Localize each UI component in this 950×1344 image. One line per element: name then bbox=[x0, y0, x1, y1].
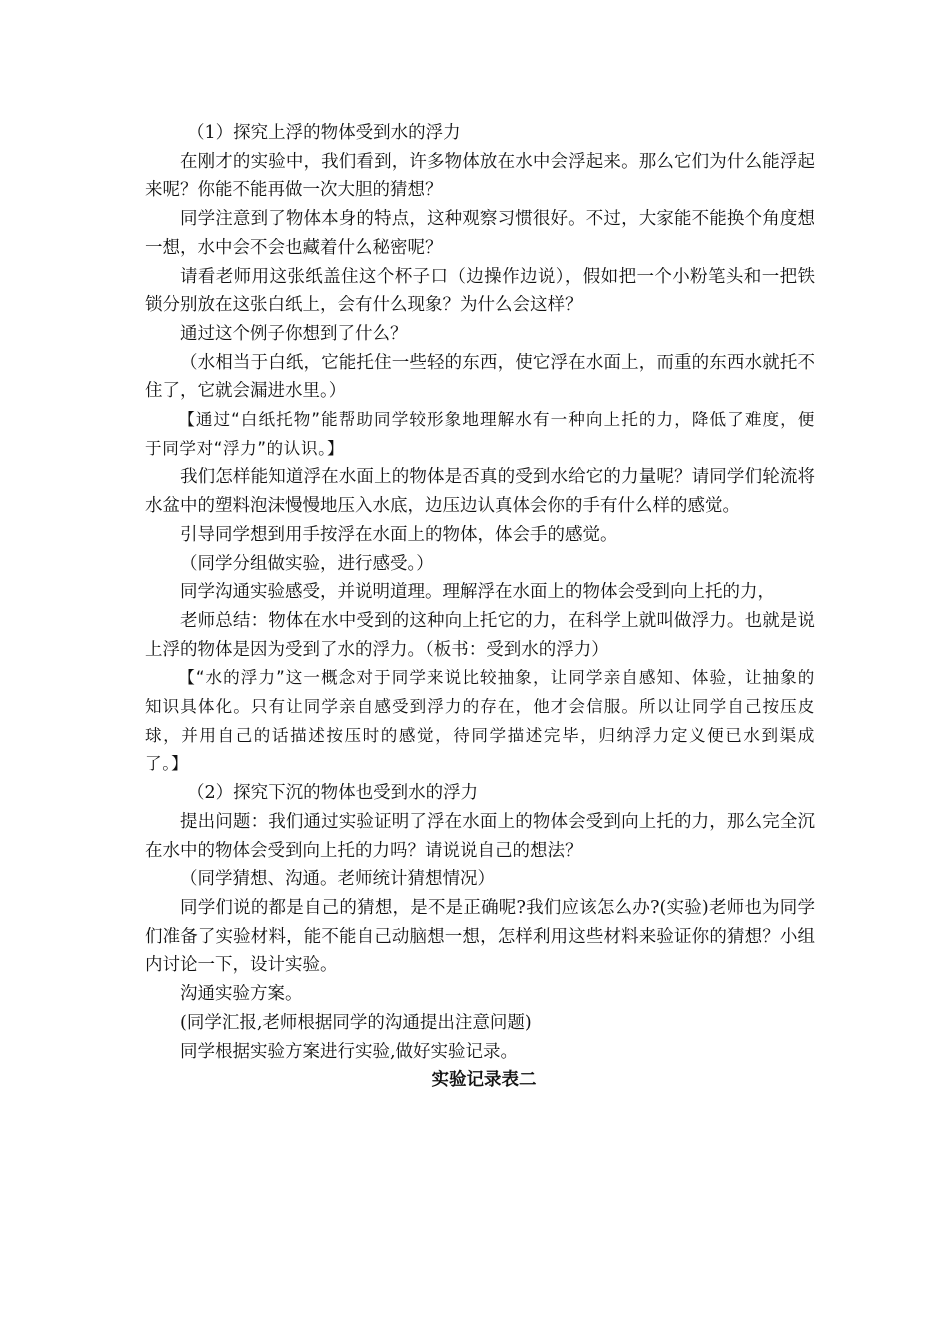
paragraph: 老师总结：物体在水中受到的这种向上托它的力，在科学上就叫做浮力。也就是说上浮的物体是因为受到了水的浮力。（板书：受到水的浮力） bbox=[145, 610, 815, 660]
paragraph: 引导同学想到用手按浮在水面上的物体，体会手的感觉。 bbox=[180, 524, 618, 545]
paragraph: (同学汇报,老师根据同学的沟通提出注意问题) bbox=[180, 1012, 532, 1033]
paragraph: （同学猜想、沟通。老师统计猜想情况） bbox=[180, 869, 495, 890]
paragraph: 我们怎样能知道浮在水面上的物体是否真的受到水给它的力量呢？请同学们轮流将水盆中的塑料泡沫慢慢地压入水底，边压边认真体会你的手有什么样的感觉。 bbox=[145, 467, 815, 517]
paragraph: 沟通实验方案。 bbox=[180, 984, 303, 1005]
design-note: 【通过“白纸托物”能帮助同学较形象地理解水有一种向上托的力，降低了难度，便于同学对“浮力”的认识。】 bbox=[145, 410, 815, 458]
paragraph: （同学分组做实验，进行感受。） bbox=[180, 553, 434, 574]
paragraph: 通过这个例子你想到了什么？ bbox=[180, 323, 408, 344]
section-heading-1: （1）探究上浮的物体受到水的浮力 bbox=[187, 123, 461, 143]
paragraph: 提出问题：我们通过实验证明了浮在水面上的物体会受到向上托的力，那么完全沉在水中的物体会受到向上托的力吗？请说说自己的想法？ bbox=[145, 811, 815, 861]
paragraph: 同学们说的都是自己的猜想，是不是正确呢?我们应该怎么办?(实验)老师也为同学们准备了实验材料，能不能自己动脑想一想，怎样利用这些材料来验证你的猜想？小组内讨论一下，设计实验。 bbox=[145, 897, 815, 976]
table-title: 实验记录表二 bbox=[431, 1070, 537, 1091]
paragraph: （水相当于白纸，它能托住一些轻的东西，使它浮在水面上，而重的东西水就托不住了，它就会漏进水里。） bbox=[145, 352, 815, 402]
paragraph: 请看老师用这张纸盖住这个杯子口（边操作边说），假如把一个小粉笔头和一把铁锁分别放在这张白纸上，会有什么现象？为什么会这样？ bbox=[145, 266, 815, 316]
paragraph: 同学沟通实验感受，并说明道理。理解浮在水面上的物体会受到向上托的力， bbox=[180, 582, 775, 603]
paragraph: 在刚才的实验中，我们看到，许多物体放在水中会浮起来。那么它们为什么能浮起来呢？你能不能再做一次大胆的猜想？ bbox=[145, 151, 815, 201]
document-body bbox=[145, 119, 815, 1095]
paragraph: 同学根据实验方案进行实验,做好实验记录。 bbox=[180, 1041, 519, 1062]
design-note: 【“水的浮力”这一概念对于同学来说比较抽象，让同学亲自感知、体验，让抽象的知识具体化。只有让同学亲自感受到浮力的存在，他才会信服。所以让同学自己按压皮球，并用自己的话描述按压时的感觉，待同学描述完毕，归纳浮力定义便已水到渠成了。】 bbox=[145, 668, 815, 774]
section-heading-2: （2）探究下沉的物体也受到水的浮力 bbox=[187, 783, 479, 804]
paragraph: 同学注意到了物体本身的特点，这种观察习惯很好。不过，大家能不能换个角度想一想，水中会不会也藏着什么秘密呢？ bbox=[145, 209, 815, 258]
